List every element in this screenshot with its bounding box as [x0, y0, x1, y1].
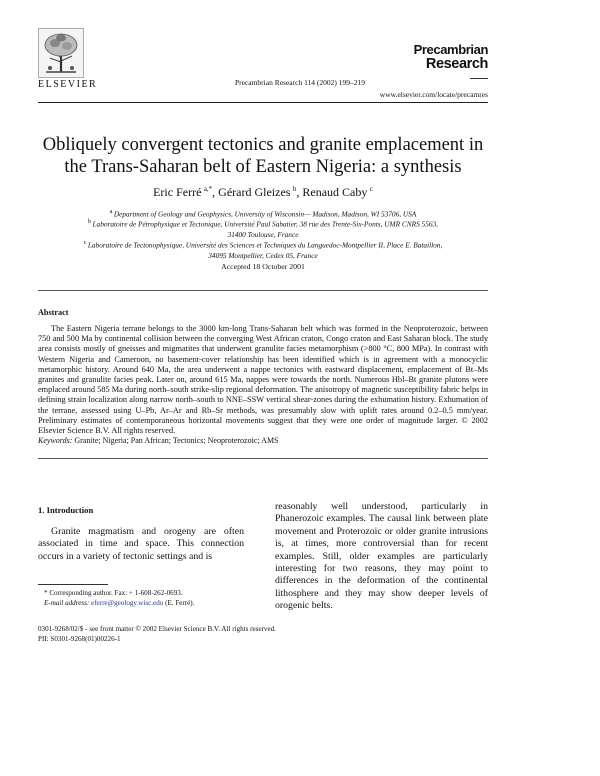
keywords	[38, 436, 488, 445]
journal-citation: Precambrian Research 114 (2002) 199–219	[234, 78, 366, 87]
affiliation-text: Laboratoire de Tectonophysique, Université des Sciences et Techniques du Languedoc-Montpellier II, Place E. Bataillon,	[87, 240, 443, 250]
body-right-column: reasonably well understood, particularly in Phanerozoic examples. The causal link between plate movement and Proterozoic or older granite intrusions is, at times, more controversial than for recent examples. Still, older examples are particularly interesting for two reasons, they may point to differences in the deformation of the continental lithosphere and they may show deeper levels of orogenic belts.	[275, 501, 488, 612]
author-name: Eric Ferré	[153, 185, 202, 199]
paper-title-line1: Obliquely convergent tectonics and granite emplacement in	[42, 135, 484, 155]
footnote-rule	[38, 584, 108, 585]
author-affiliation-mark: b	[292, 185, 297, 193]
copyright-line: 0301-9268/02/$ - see front matter © 2002 Elsevier Science B.V. All rights reserved.	[38, 625, 276, 633]
author-name: Gérard Gleizes	[218, 185, 291, 199]
publisher-name: ELSEVIER	[38, 79, 98, 90]
affiliation-b	[38, 217, 488, 240]
affiliation-text: Department of Geology and Geophysics, University of Wisconsin— Madison, Madison, WI 53706, USA	[113, 209, 417, 219]
elsevier-tree-logo	[38, 28, 84, 78]
body-left-column: Granite magmatism and orogeny are often associated in time and space. This connection occurs in a variety of tectonic settings and is	[38, 526, 244, 562]
email-link[interactable]: eferre@geology.wisc.edu	[91, 598, 164, 607]
affiliation-text: 31400 Toulouse, France	[227, 229, 299, 239]
journal-title-line2: Research	[425, 56, 488, 72]
keywords-label: Keywords:	[38, 436, 73, 445]
author-separator: ,	[212, 185, 216, 199]
copyright-block	[38, 625, 276, 644]
author-affiliation-mark: a,*	[203, 185, 213, 193]
affiliation-mark: b	[88, 219, 92, 225]
journal-title-line1: Precambrian	[413, 42, 488, 57]
abstract-text: The Eastern Nigeria terrane belongs to the 3000 km-long Trans-Saharan belt which was formed in the Neoproterozoic, between 750 and 500 Ma by continental collision between the converging West African craton, Congo craton and East Saharan block. The study area consists mostly of gneisses and migmatites that underwent granulite facies metamorphism (>800 °C, 800 MPa). In contrast with Western Nigeria and Cameroon, no basement-cover relationship has been identified which is in agreement with a monocyclic metamorphic history. Around 640 Ma, the area underwent a nappe tectonics with eastward displacement, emplacement of Bt–Ms granites and granulite facies peak. Later on, around 615 Ma, nappes were towards the north. Numerous Hbl–Bt granite plutons were emplaced around 585 Ma during north–south strike-slip regional deformation. The anisotropy of magnetic susceptibility fabric helps in defining strain localization along narrow north–south to NNE–SSW vertical shear-zones during the exhumation history. Exhumation of the terrane, assessed using U–Pb, Ar–Ar and Rb–Sr methods, was presumably slow with uplift rates around 0.2–0.5 mm/year. Preliminary estimates of contemporaneous horizontal movements suggest that they were one order of magnitude larger. © 2002 Elsevier Science B.V. All rights reserved.	[38, 324, 488, 436]
abstract-bottom-rule	[38, 458, 488, 459]
journal-url-link[interactable]: www.elsevier.com/locate/precamres	[379, 90, 488, 99]
email-label: E-mail address:	[44, 598, 90, 607]
abstract-heading: Abstract	[38, 308, 69, 317]
affiliation-c	[38, 238, 488, 261]
journal-title-rule	[470, 78, 488, 79]
author-separator: ,	[296, 185, 300, 199]
keywords-text: Granite; Nigeria; Pan African; Tectonics; Neoproterozoic; AMS	[74, 436, 279, 445]
journal-title	[398, 43, 488, 71]
header-divider	[38, 102, 488, 103]
affiliation-text: Laboratoire de Pétrophysique et Tectonique, Université Paul Sabatier, 38 rue des Trente-Six-Ponts, UMR CNRS 5563,	[92, 219, 438, 229]
accepted-date: Accepted 18 October 2001	[221, 262, 305, 271]
author-name: Renaud Caby	[302, 185, 368, 199]
affiliation-mark: c	[83, 240, 87, 246]
footnote	[38, 589, 258, 608]
affiliation-mark: a	[109, 209, 113, 215]
section-heading: 1. Introduction	[38, 505, 94, 515]
corresponding-author-note: * Corresponding author. Fax: + 1-608-262-0693.	[44, 589, 183, 597]
email-suffix: (E. Ferré).	[165, 598, 195, 607]
author-list	[38, 185, 488, 200]
author-affiliation-mark: c	[369, 185, 373, 193]
paper-title-line2: the Trans-Saharan belt of Eastern Nigeria: a synthesis	[64, 157, 462, 177]
abstract-top-rule	[38, 290, 488, 291]
pii-line: PII: S0301-9268(01)00226-1	[38, 634, 121, 643]
affiliation-text: 34095 Montpellier, Cedex 05, France	[208, 250, 318, 260]
paper-title	[38, 134, 488, 178]
